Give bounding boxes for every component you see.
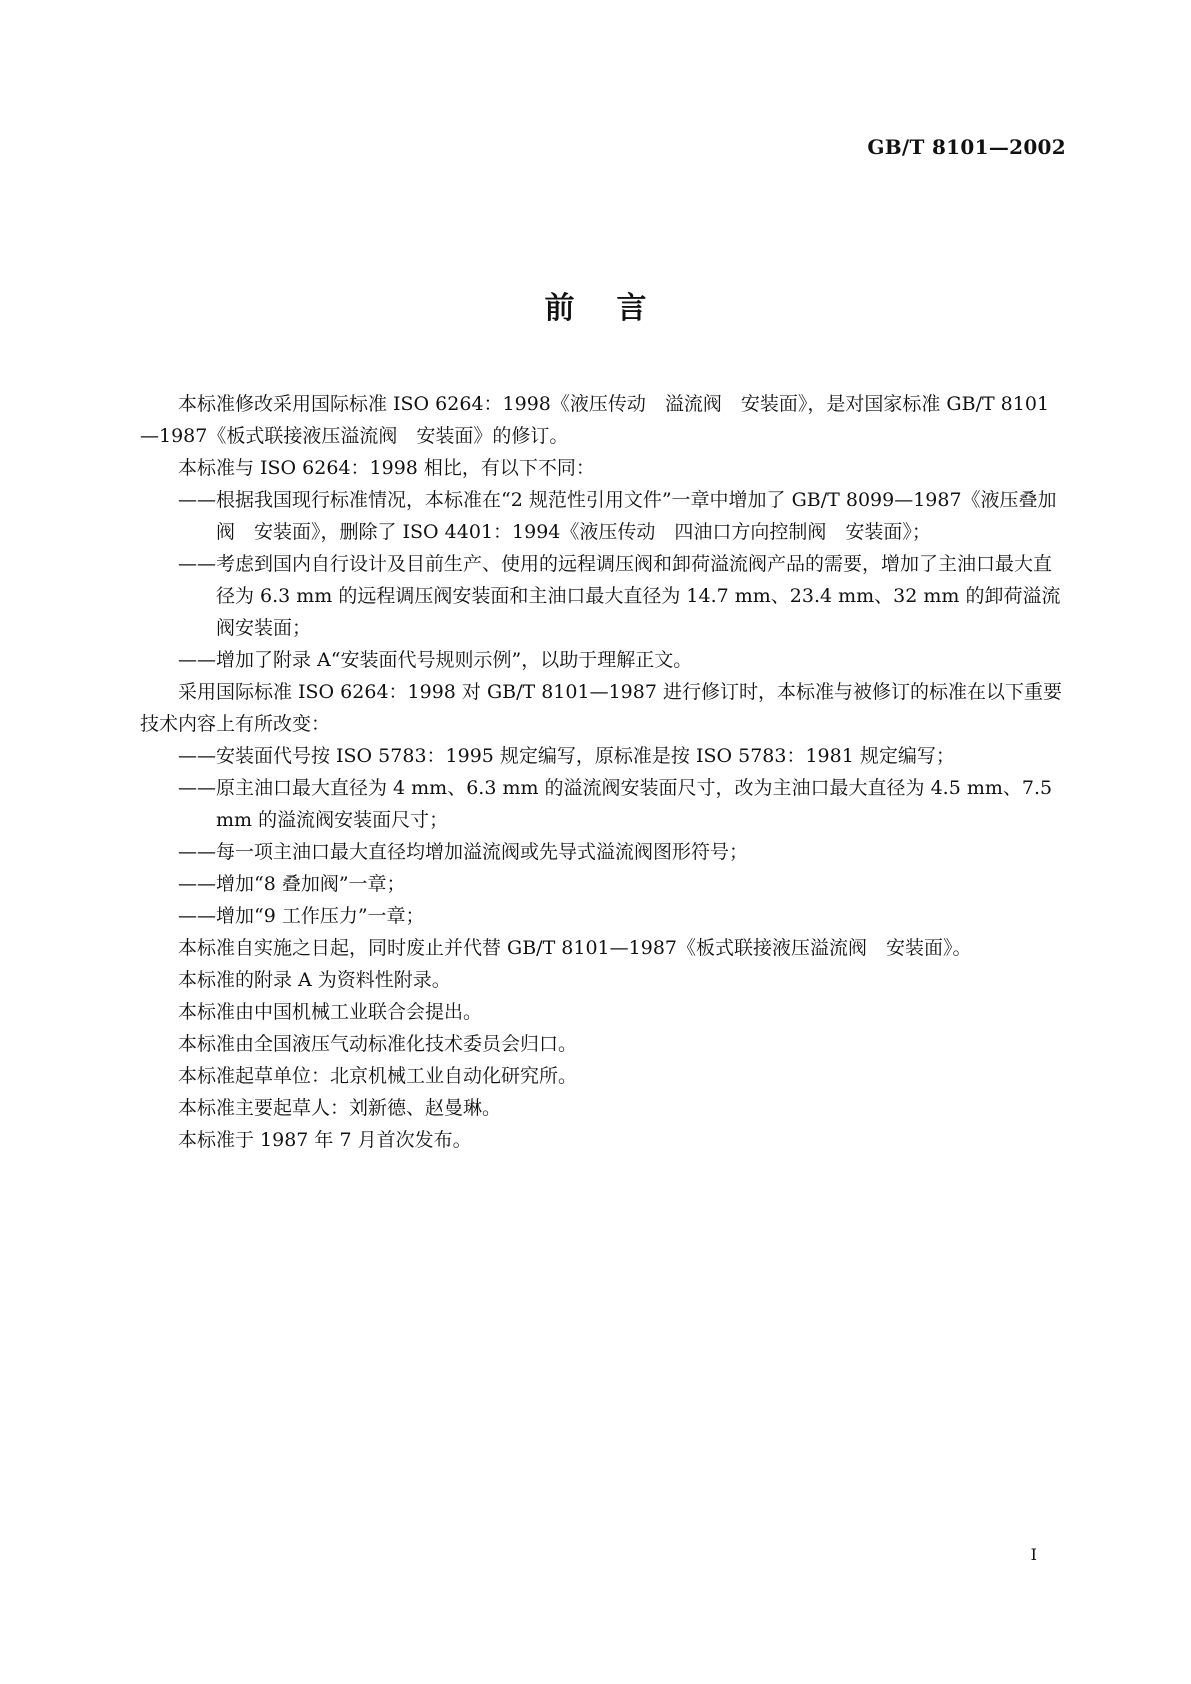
paragraph: 本标准由中国机械工业联合会提出。 <box>178 1001 483 1023</box>
page-number: I <box>1030 1545 1037 1564</box>
list-item: ——原主油口最大直径为 4 mm、6.3 mm 的溢流阀安装面尺寸，改为主油口最大直径为 4.5 mm、7.5 mm 的溢流阀安装面尺寸； <box>178 777 1053 831</box>
paragraph: 本标准修改采用国际标准 ISO 6264：1998《液压传动 溢流阀 安装面》，是对国家标准 GB/T 8101—1987《板式联接液压溢流阀 安装面》的修订。 <box>140 393 1050 447</box>
paragraph: 本标准起草单位：北京机械工业自动化研究所。 <box>178 1065 578 1087</box>
list-item: ——根据我国现行标准情况，本标准在“2 规范性引用文件”一章中增加了 GB/T 8099—1987《液压叠加阀 安装面》，删除了 ISO 4401：1994《液压传动 四油口方向控制阀 安装面》； <box>178 489 1057 543</box>
standard-code: GB/T 8101—2002 <box>867 135 1066 159</box>
paragraph: 本标准于 1987 年 7 月首次发布。 <box>178 1129 472 1151</box>
list-item: ——每一项主油口最大直径均增加溢流阀或先导式溢流阀图形符号； <box>178 841 749 863</box>
list-item: ——安装面代号按 ISO 5783：1995 规定编写，原标准是按 ISO 5783：1981 规定编写； <box>178 745 955 767</box>
paragraph: 本标准自实施之日起，同时废止并代替 GB/T 8101—1987《板式联接液压溢流阀 安装面》。 <box>178 937 972 959</box>
paragraph: 本标准的附录 A 为资料性附录。 <box>178 969 451 991</box>
list-item: ——考虑到国内自行设计及目前生产、使用的远程调压阀和卸荷溢流阀产品的需要，增加了主油口最大直径为 6.3 mm 的远程调压阀安装面和主油口最大直径为 14.7 mm、23.4 mm、32 mm 的卸荷溢流阀安装面； <box>178 553 1061 639</box>
paragraph: 本标准主要起草人：刘新德、赵曼琳。 <box>178 1097 502 1119</box>
list-item: ——增加“9 工作压力”一章； <box>178 905 425 927</box>
list-item: ——增加“8 叠加阀”一章； <box>178 873 406 895</box>
paragraph: 本标准与 ISO 6264：1998 相比，有以下不同： <box>178 457 595 479</box>
page-title: 前言 <box>544 291 689 326</box>
document-body <box>140 388 1065 1156</box>
paragraph: 采用国际标准 ISO 6264：1998 对 GB/T 8101—1987 进行修订时，本标准与被修订的标准在以下重要技术内容上有所改变： <box>140 681 1062 735</box>
list-item: ——增加了附录 A“安装面代号规则示例”，以助于理解正文。 <box>178 649 693 671</box>
paragraph: 本标准由全国液压气动标准化技术委员会归口。 <box>178 1033 578 1055</box>
